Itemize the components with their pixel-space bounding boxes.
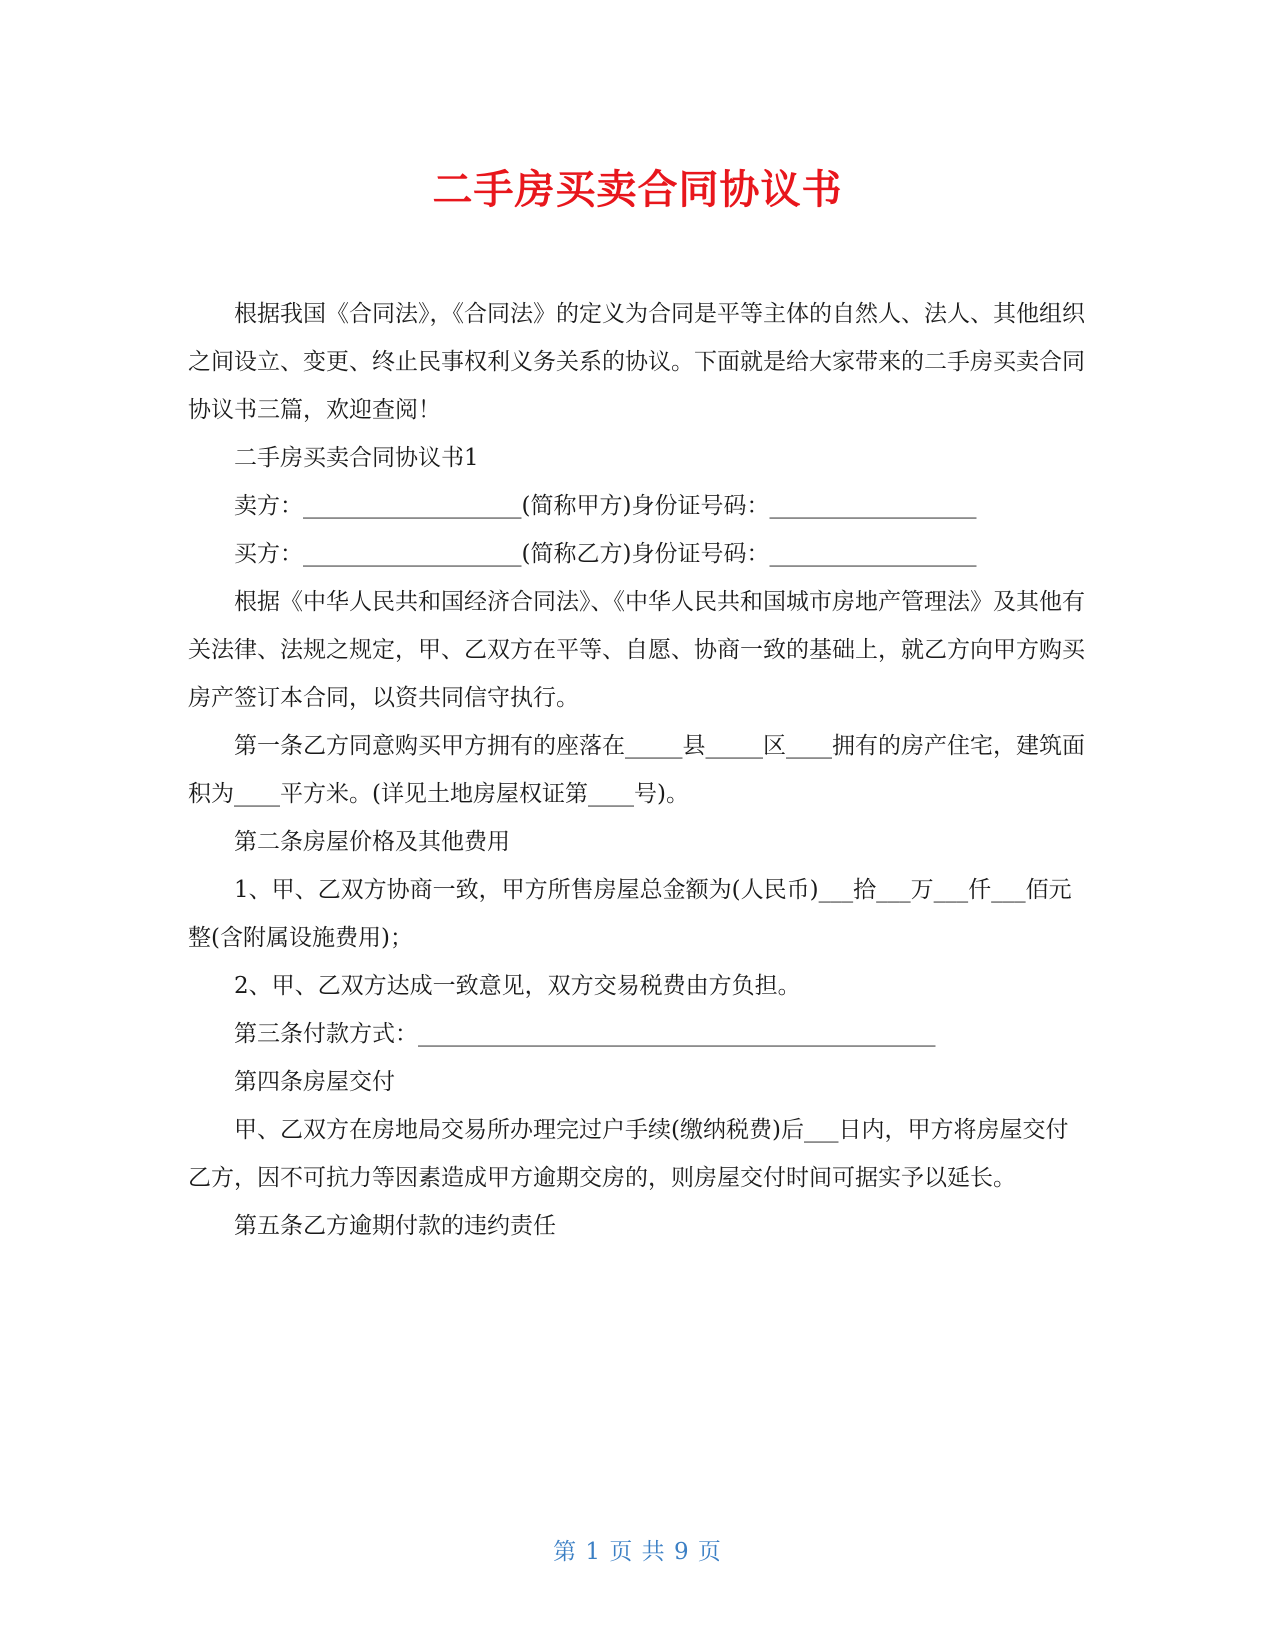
article-2-heading: 第二条房屋价格及其他费用: [234, 829, 510, 855]
article-2-item-2: 2、甲、乙双方达成一致意见，双方交易税费由方负担。: [234, 973, 801, 999]
article-4-heading: 第四条房屋交付: [234, 1069, 395, 1095]
intro-paragraph: 根据我国《合同法》，《合同法》的定义为合同是平等主体的自然人、法人、其他组织之间设立、变更、终止民事权利义务关系的协议。下面就是给大家带来的二手房买卖合同协议书三篇，欢迎查阅！: [188, 301, 1085, 423]
article-5-heading: 第五条乙方逾期付款的违约责任: [234, 1213, 556, 1239]
document-title: 二手房买卖合同协议书: [432, 167, 843, 213]
page-number-footer: 第 1 页 共 9 页: [553, 1539, 722, 1565]
seller-line: 卖方：___________________(简称甲方)身份证号码：__________________: [234, 493, 977, 519]
article-1: 第一条乙方同意购买甲方拥有的座落在_____县_____区____拥有的房产住宅，建筑面积为____平方米。(详见土地房屋权证第____号)。: [188, 733, 1085, 807]
article-3: 第三条付款方式：_____________________________________________: [234, 1021, 936, 1047]
document-body: [188, 290, 1088, 1250]
article-4-body: 甲、乙双方在房地局交易所办理完过户手续(缴纳税费)后___日内，甲方将房屋交付乙方，因不可抗力等因素造成甲方逾期交房的，则房屋交付时间可据实予以延长。: [188, 1117, 1069, 1191]
article-2-item-1: 1、甲、乙双方协商一致，甲方所售房屋总金额为(人民币)___拾___万___仟___佰元整(含附属设施费用)；: [188, 877, 1072, 951]
legal-basis-paragraph: 根据《中华人民共和国经济合同法》、《中华人民共和国城市房地产管理法》及其他有关法律、法规之规定，甲、乙双方在平等、自愿、协商一致的基础上，就乙方向甲方购买房产签订本合同，以资共同信守执行。: [188, 589, 1085, 711]
buyer-line: 买方：___________________(简称乙方)身份证号码：__________________: [234, 541, 977, 567]
section-heading: 二手房买卖合同协议书1: [234, 445, 479, 471]
